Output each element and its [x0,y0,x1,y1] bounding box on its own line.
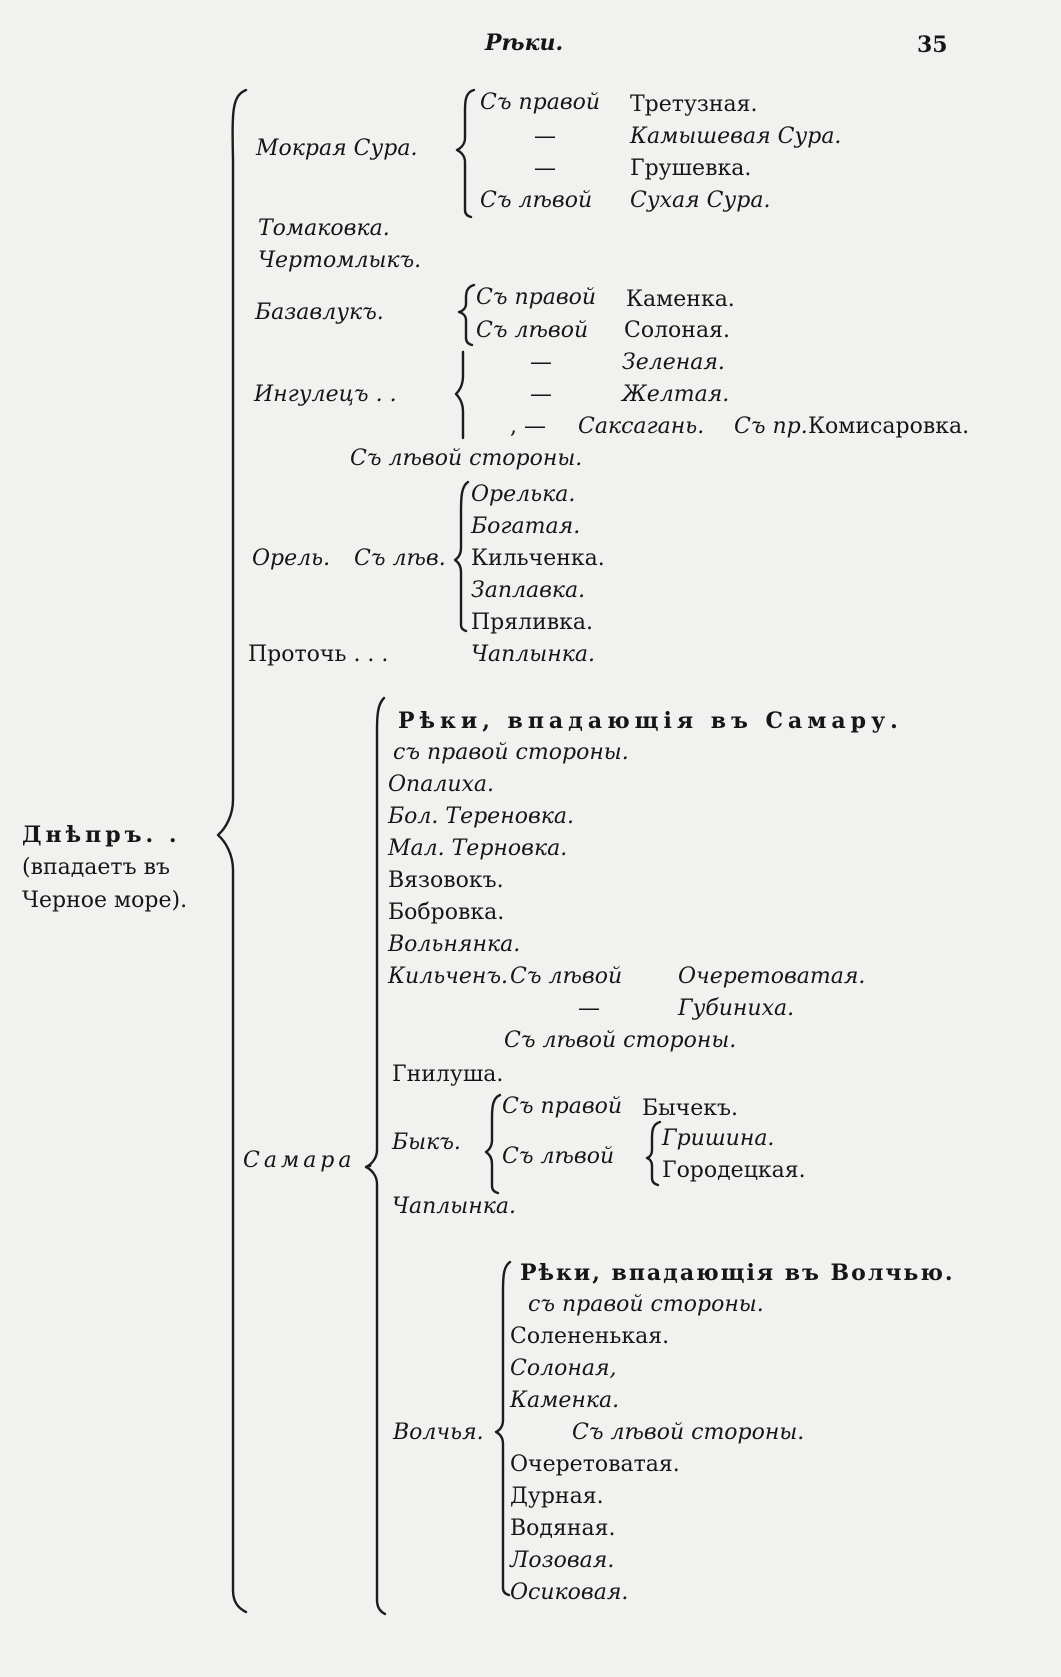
orel-trib-4: Заплавка. [471,578,586,603]
volchya-left-river-5: Осиковая. [510,1580,629,1605]
left-side-heading: Съ лѣвой стороны. [350,446,583,471]
gnilusha: Гнилуша. [392,1062,504,1087]
kilchen-name: Кильченъ. [388,964,509,989]
orel-trib-1: Орелька. [471,482,576,507]
ingulets-dash-3: , — [510,414,546,439]
orel-name: Орель. [252,546,331,571]
byk-left-river-2: Городецкая. [662,1158,806,1183]
main-river-name: Днѣпръ. . [22,822,181,848]
volchya-right-river-1: Солененькая. [510,1324,670,1349]
volchya-right-river-2: Солоная, [510,1356,617,1381]
ingulets-river-1: Зеленая. [622,350,725,375]
ingulets-river-3: Саксагань. [578,414,705,439]
ingulets-dash-2: — [530,382,552,407]
main-river-note-1: (впадаетъ въ [22,855,170,880]
volchya-left-river-3: Водяная. [510,1516,616,1541]
orel-trib-2: Богатая. [471,514,581,539]
volchya-left-side: Съ лѣвой стороны. [572,1420,805,1445]
page-number: 35 [917,32,948,58]
ingulets-sub-river: Комисаровка. [808,414,970,439]
byk-left-brace [647,1122,660,1185]
orel-trib-3: Кильченка. [471,546,605,571]
samara-chaplynka: Чаплынка. [392,1194,516,1219]
mokraya-river-4: Сухая Сура. [630,188,771,213]
running-title: Рѣки. [485,30,564,56]
mokraya-river-2: Камышевая Сура. [630,124,842,149]
samara-name: Самара . [243,1148,378,1173]
ingulets-name: Ингулецъ . . [254,382,397,407]
main-river-note-2: Черное море). [22,888,188,913]
byk-right-side: Съ правой [502,1094,623,1119]
orel-brace [455,482,468,631]
kilchen-side: Съ лѣвой [510,964,623,989]
samara-right-side: съ правой стороны. [393,740,629,765]
ingulets-dash-1: — [530,350,552,375]
bazavluk-name: Базавлукъ. [255,300,384,325]
samara-heading: Рѣки, впадающія въ Самару. [398,708,903,734]
volchya-left-river-1: Очеретоватая. [510,1452,680,1477]
kilchen-river: Очеретоватая. [678,964,866,989]
orel-side: Съ лѣв. [354,546,446,571]
bazavluk-side-2: Съ лѣвой [476,318,589,343]
byk-left-river-1: Гришина. [662,1126,775,1151]
mokraya-side-2: — [534,124,556,149]
volchya-left-river-2: Дурная. [510,1484,604,1509]
main-brace [218,90,246,1612]
ingulets-sub-side: Съ пр. [734,414,808,439]
volchya-brace [496,1262,510,1595]
samara-trib-4: Вязовокъ. [388,868,504,893]
ingulets-brace [456,352,463,438]
volchya-heading: Рѣки, впадающія въ Волчью. [520,1260,955,1286]
samara-trib-5: Бобровка. [388,900,505,925]
kilchen-dash: — [578,996,600,1021]
samara-trib-6: Вольнянка. [388,932,521,957]
mokraya-river-3: Грушевка. [630,156,752,181]
bazavluk-side-1: Съ правой [476,285,597,310]
mokraya-side-1: Съ правой [480,90,601,115]
samara-trib-1: Опалиха. [388,772,495,797]
samara-left-side: Съ лѣвой стороны. [504,1028,737,1053]
mokraya-side-4: Съ лѣвой [480,188,593,213]
mokraya-sura-name: Мокрая Сура. [256,136,418,161]
samara-trib-3: Мал. Терновка. [388,836,568,861]
protoch-name: Проточь . . . [248,642,389,667]
volchya-right-river-3: Каменка. [510,1388,620,1413]
bazavluk-river-2: Солоная. [624,318,730,343]
byk-right-river: Бычекъ. [642,1096,738,1121]
tomakovka: Томаковка. [258,216,390,241]
samara-trib-2: Бол. Тереновка. [388,804,574,829]
kilchen-river-2: Губиниха. [678,996,795,1021]
volchya-name: Волчья. [393,1420,484,1445]
mokraya-brace [457,90,474,217]
byk-name: Быкъ. [392,1130,461,1155]
bazavluk-river-1: Каменка. [626,287,735,312]
protoch-trib: Чаплынка. [471,642,595,667]
byk-left-side: Съ лѣвой [502,1144,615,1169]
mokraya-river-1: Третузная. [630,92,758,117]
chertomlyk: Чертомлыкъ. [258,248,422,273]
byk-brace [486,1095,500,1193]
orel-trib-5: Пряливка. [471,610,594,635]
mokraya-side-3: — [534,156,556,181]
volchya-left-river-4: Лозовая. [510,1548,615,1573]
ingulets-river-2: Желтая. [622,382,730,407]
bazavluk-brace [459,285,474,345]
volchya-right-side: съ правой стороны. [528,1292,764,1317]
